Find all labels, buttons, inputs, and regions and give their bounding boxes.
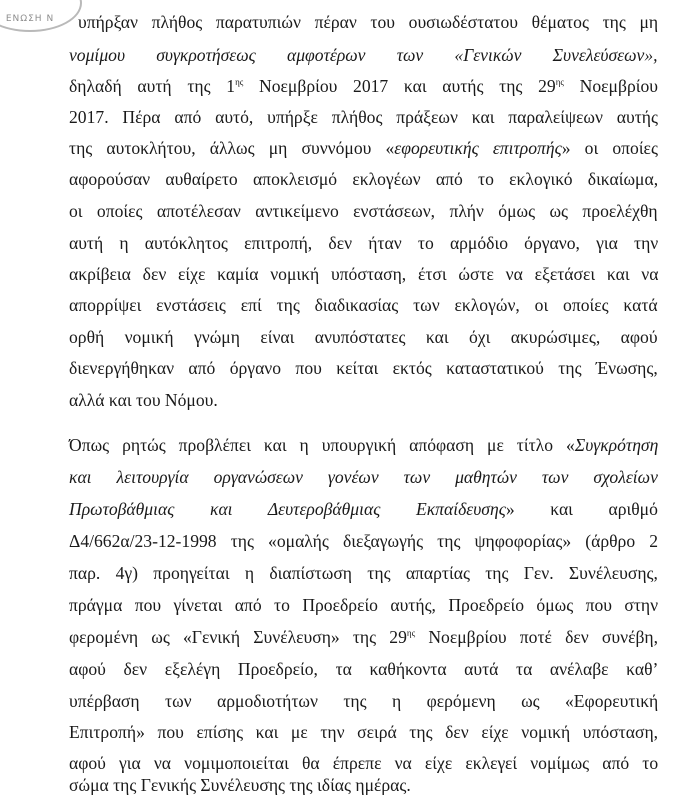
stamp-text: ΕΝΩΣΗ Ν [5, 14, 55, 24]
p1-line-3: δηλαδή αυτή της $1^{\eta\varsigma}$ Νοεμβρίου 2017 και αυτής της $29^{\eta\varsigma}$ Νοεμβρίου [69, 76, 658, 96]
p2-line-6: πράγμα που γίνεται από το Προεδρείο αυτής, Προεδρείο όμως που στην [69, 595, 659, 615]
p1-line-4: 2017. Πέρα από αυτό, υπήρξε πλήθος πράξεων και παραλείψεων αυτής [69, 107, 658, 127]
p2-line-12: σώμα της Γενικής Συνέλευσης της ιδίας ημέρας. [69, 775, 411, 795]
p2-line-4: Δ4/662α/23-12-1998 της «ομαλής διεξαγωγής της ψηφοφορίας» (άρθρο 2 [69, 531, 659, 551]
p1-line-5: της αυτοκλήτου, άλλως μη συννόμου «εφορευτικής επιτροπής» οι οποίες [69, 138, 658, 158]
p1-line-9: ακρίβεια δεν είχε καμία νομική υπόσταση, έτσι ώστε να εξετάσει και να [69, 264, 659, 284]
stamp-mark [0, 0, 82, 32]
p2-line-11: αφού για να νομιμοποιείται θα έπρεπε να είχε εκλεγεί νομίμως από το [69, 753, 659, 773]
p2-line-10: Επιτροπή» που επίσης και με την σειρά της δεν είχε νομική υπόσταση, [69, 722, 659, 742]
p1-line-8: αυτή η αυτόκλητος επιτροπή, δεν ήταν το αρμόδιο όργανο, για την [69, 233, 659, 253]
p1-line-1: υπήρξαν πλήθος παρατυπιών πέραν του ουσιωδέστατου θέματος της μη [78, 12, 659, 32]
p2-line-8: αφού δεν εξελέγη Προεδρείο, τα καθήκοντα αυτά τα ανέλαβε καθ’ [69, 659, 659, 679]
p1-line-12: διενεργήθηκαν από όργανο που κείται εκτός καταστατικού της Ένωσης, [69, 358, 658, 378]
p2-line-7: φερομένη ως «Γενική Συνέλευση» της $29^{\eta\varsigma}$ Νοεμβρίου ποτέ δεν συνέβη, [69, 627, 659, 647]
p2-line-5: παρ. 4γ) προηγείται η διαπίστωση της απαρτίας της Γεν. Συνέλευσης, [69, 563, 658, 583]
p2-line-3: Πρωτοβάθμιας και Δευτεροβάθμιας Εκπαίδευσης» και αριθμό [69, 499, 658, 519]
p1-line-13: αλλά και του Νόμου. [69, 390, 218, 410]
p1-line-7: οι οποίες αποτέλεσαν αντικείμενο ενστάσεων, πλήν όμως ως προελέχθη [69, 201, 658, 221]
p2-line-1: Όπως ρητώς προβλέπει και η υπουργική απόφαση με τίτλο «Συγκρότηση [69, 435, 659, 455]
p2-line-9: υπέρβαση των αρμοδιοτήτων της η φερόμενη ως «Εφορευτική [69, 691, 659, 711]
p2-line-2: και λειτουργία οργανώσεων γονέων των μαθητών των σχολείων [69, 467, 658, 487]
p1-line-10: απορρίψει ενστάσεις επί της διαδικασίας των εκλογών, οι οποίες κατά [69, 295, 658, 315]
p1-line-6: αφορούσαν αυθαίρετο αποκλεισμό εκλογέων από το εκλογικό δικαίωμα, [69, 169, 659, 189]
p1-line-11: ορθή νομική γνώμη είναι ανυπόστατες και όχι ακυρώσιμες, αφού [69, 327, 658, 347]
p1-line-2: νομίμου συγκροτήσεως αμφοτέρων των «Γενικών Συνελεύσεων», [69, 45, 658, 65]
